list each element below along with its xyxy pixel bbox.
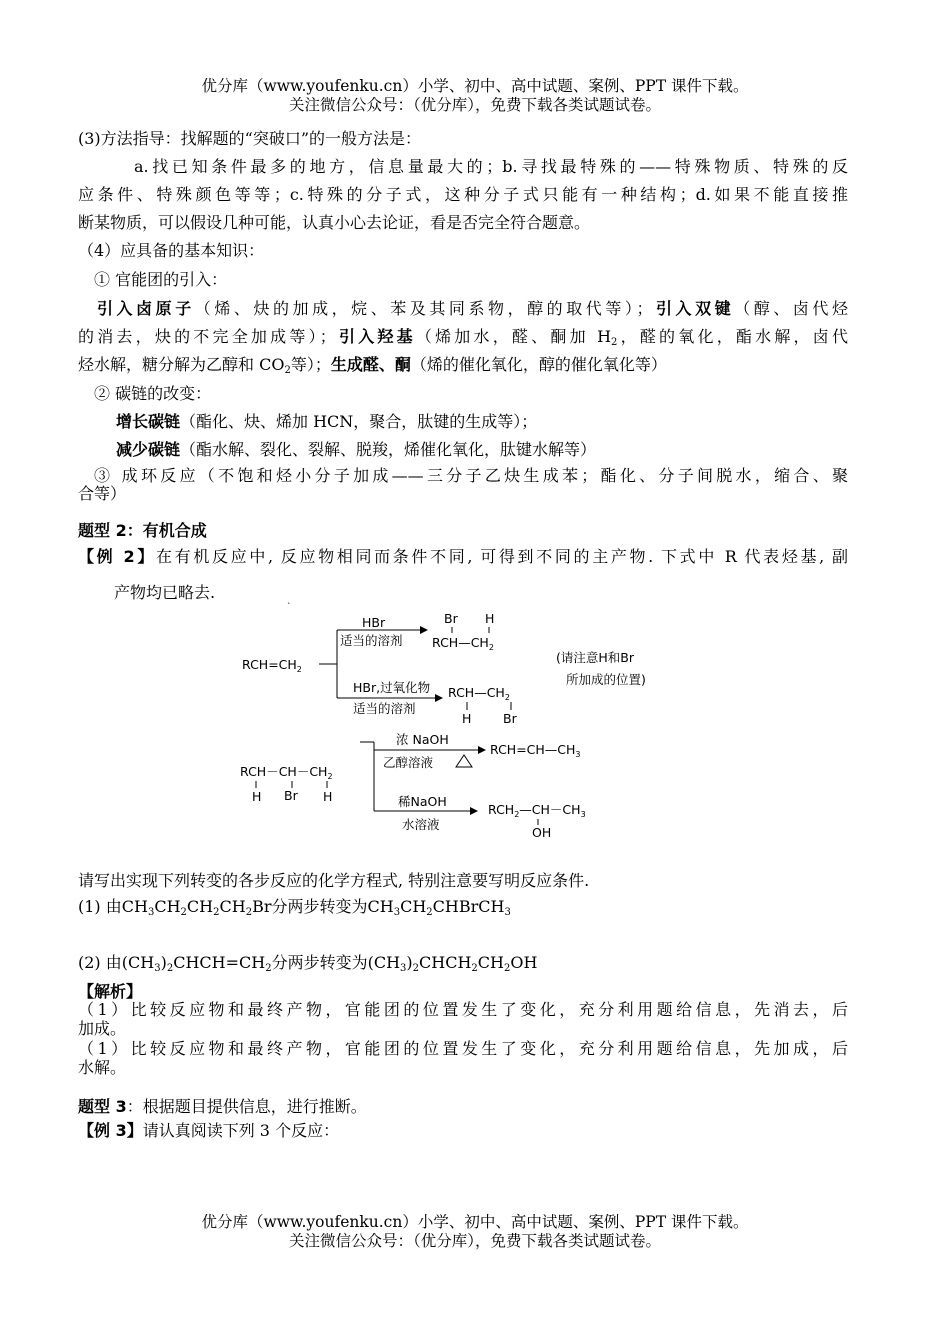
knowledge-title: （4）应具备的基本知识：	[78, 241, 265, 260]
reactant-alkene: $RCH=CH_2$	[242, 657, 302, 674]
knowledge-line-2	[78, 326, 848, 348]
arrow-head	[420, 626, 428, 634]
aldehyde-text: （烯的催化氧化，醇的催化氧化等）	[410, 355, 667, 374]
hydrolysis-text-end: 等）；	[290, 355, 331, 374]
analysis-title: 【解析】	[78, 982, 143, 1001]
subscript: 2	[284, 365, 291, 376]
knowledge-section-3-end: 合等）	[78, 484, 127, 503]
arrow-head	[478, 746, 486, 754]
analysis-2: （1）比较反应物和最终产物，官能团的位置发生了变化，充分利用题给信息，先加成，后	[78, 1039, 848, 1058]
arrow-head	[435, 694, 443, 702]
position-note-1: (请注意H和Br	[556, 650, 634, 665]
analysis-2-end: 水解。	[78, 1058, 127, 1077]
example3-line: 【例 3】请认真阅读下列 3 个反应：	[78, 1121, 340, 1140]
condition-water: 水溶液	[402, 817, 440, 832]
example2-text: 在有机反应中, 反应物相同而条件不同, 可得到不同的主产物. 下式中 R 代表烃基, 副	[156, 547, 848, 566]
product2-h: H	[462, 711, 472, 726]
reactant2-h-1: H	[252, 789, 262, 804]
method-para-3: 断某物质，可以假设几种可能，认真小心去论证，看是否完全符合题意。	[78, 213, 591, 232]
method-para-2: 应条件、特殊颜色等等；c.特殊的分子式，这种分子式只能有一种结构；d.如果不能直接推	[78, 185, 848, 204]
example2-line-2: 产物均已略去.	[114, 583, 216, 602]
condition-solvent-2: 适当的溶剂	[353, 701, 416, 716]
product1: $RCH—CH_2$	[432, 635, 494, 652]
heat-icon	[456, 755, 472, 767]
double-bond-text-2: 的消去，炔的不完全加成等）；	[78, 327, 336, 346]
analysis-1-end: 加成。	[78, 1019, 127, 1038]
reactant2-h-2: H	[323, 789, 333, 804]
knowledge-section-3: ③ 成环反应（不饱和烃小分子加成——三分子乙炔生成苯；酯化、分子间脱水，缩合、聚	[94, 466, 848, 485]
footer-line-2: 关注微信公众号：（优分库），免费下载各类试题试卷。	[288, 1232, 661, 1250]
double-bond-label: 引入双键	[652, 299, 735, 318]
knowledge-section-2: ② 碳链的改变：	[94, 384, 212, 403]
analysis-1: （1）比较反应物和最终产物，官能团的位置发生了变化，充分利用题给信息，先消去，后	[78, 1000, 848, 1019]
product4: $RCH_2—CH-CH_3$	[488, 802, 586, 819]
method-title: (3)方法指导：找解题的“突破口”的一般方法是：	[78, 129, 422, 148]
double-bond-text-1: （醇、卤代烃	[734, 299, 848, 318]
decrease-chain-text: （酯水解、裂化、裂解、脱羧，烯催化氧化，肽键水解等）	[180, 440, 597, 459]
header-line-1: 优分库（www.youfenku.cn）小学、初中、高中试题、案例、PPT 课件下载。	[201, 77, 749, 95]
halogen-text: （烯、炔的加成，烷、苯及其同系物，醇的取代等）；	[194, 299, 653, 318]
diagram-mark: `	[287, 602, 291, 611]
page-header	[0, 77, 950, 115]
reagent-hbr-peroxide: HBr,过氧化物	[353, 680, 431, 695]
hydroxyl-text-1: （烯加水，醛、酮加 H	[415, 327, 612, 346]
example2-label: 【例 2】	[78, 547, 157, 566]
reagent-hbr: HBr	[362, 615, 386, 630]
knowledge-line-1	[97, 298, 848, 320]
method-para-1: a.找已知条件最多的地方，信息量最大的；b.寻找最特殊的——特殊物质、特殊的反	[134, 157, 848, 176]
reagent-conc-naoh: 浓 NaOH	[396, 732, 449, 747]
question-2: (2) 由$(CH_3)_2CHCH=CH_2$分两步转变为$(CH_3)_2CHCH_2CH_2OH$	[78, 953, 538, 974]
reagent-dil-naoh: 稀NaOH	[398, 794, 447, 809]
header-line-2: 关注微信公众号：（优分库），免费下载各类试题试卷。	[288, 96, 661, 114]
product3: $RCH=CH—CH_3$	[490, 742, 581, 759]
page-footer	[0, 1213, 950, 1251]
position-note-2: 所加成的位置)	[566, 672, 646, 687]
example2-line	[78, 546, 848, 568]
product1-br: Br	[444, 611, 458, 626]
knowledge-line-3	[78, 354, 848, 376]
type3-title: 题型 3：根据题目提供信息，进行推断。	[78, 1097, 367, 1116]
condition-ethanol: 乙醇溶液	[383, 755, 434, 770]
subscript: 2	[611, 337, 618, 348]
hydroxyl-label: 引入羟基	[335, 327, 416, 346]
decrease-chain-label: 减少碳链	[116, 440, 181, 459]
product2-br: Br	[503, 711, 517, 726]
product4-oh: OH	[532, 825, 552, 840]
increase-chain-text: （酯化、炔、烯加 HCN，聚合，肽键的生成等）；	[180, 412, 538, 431]
footer-line-1: 优分库（www.youfenku.cn）小学、初中、高中试题、案例、PPT 课件下载。	[201, 1213, 749, 1231]
question-intro: 请写出实现下列转变的各步反应的化学方程式, 特别注意要写明反应条件.	[78, 871, 590, 890]
hydroxyl-text-2: ，醛的氧化，酯水解，卤代	[617, 327, 848, 346]
product1-h: H	[485, 611, 495, 626]
arrow-head	[470, 807, 478, 815]
product2: $RCH—CH_2$	[448, 685, 510, 702]
increase-chain-line	[116, 411, 886, 433]
knowledge-section-1: ① 官能团的引入：	[94, 270, 228, 289]
decrease-chain-line	[116, 439, 886, 461]
reactant2-br: Br	[284, 788, 298, 803]
reactant-bromoalkane: $RCH-CH-CH_2$	[240, 764, 333, 781]
question-1: (1) 由$CH_3CH_2CH_2CH_2Br$分两步转变为$CH_3CH_2CHBrCH_3$	[78, 897, 511, 918]
type2-title: 题型 2：有机合成	[78, 521, 207, 540]
aldehyde-label: 生成醛、酮	[330, 355, 411, 374]
reaction-diagram	[230, 600, 690, 846]
increase-chain-label: 增长碳链	[116, 412, 181, 431]
hydrolysis-text: 烃水解，糖分解为乙醇和 CO	[78, 355, 285, 374]
halogen-label: 引入卤原子	[97, 299, 195, 318]
condition-solvent: 适当的溶剂	[340, 633, 403, 648]
